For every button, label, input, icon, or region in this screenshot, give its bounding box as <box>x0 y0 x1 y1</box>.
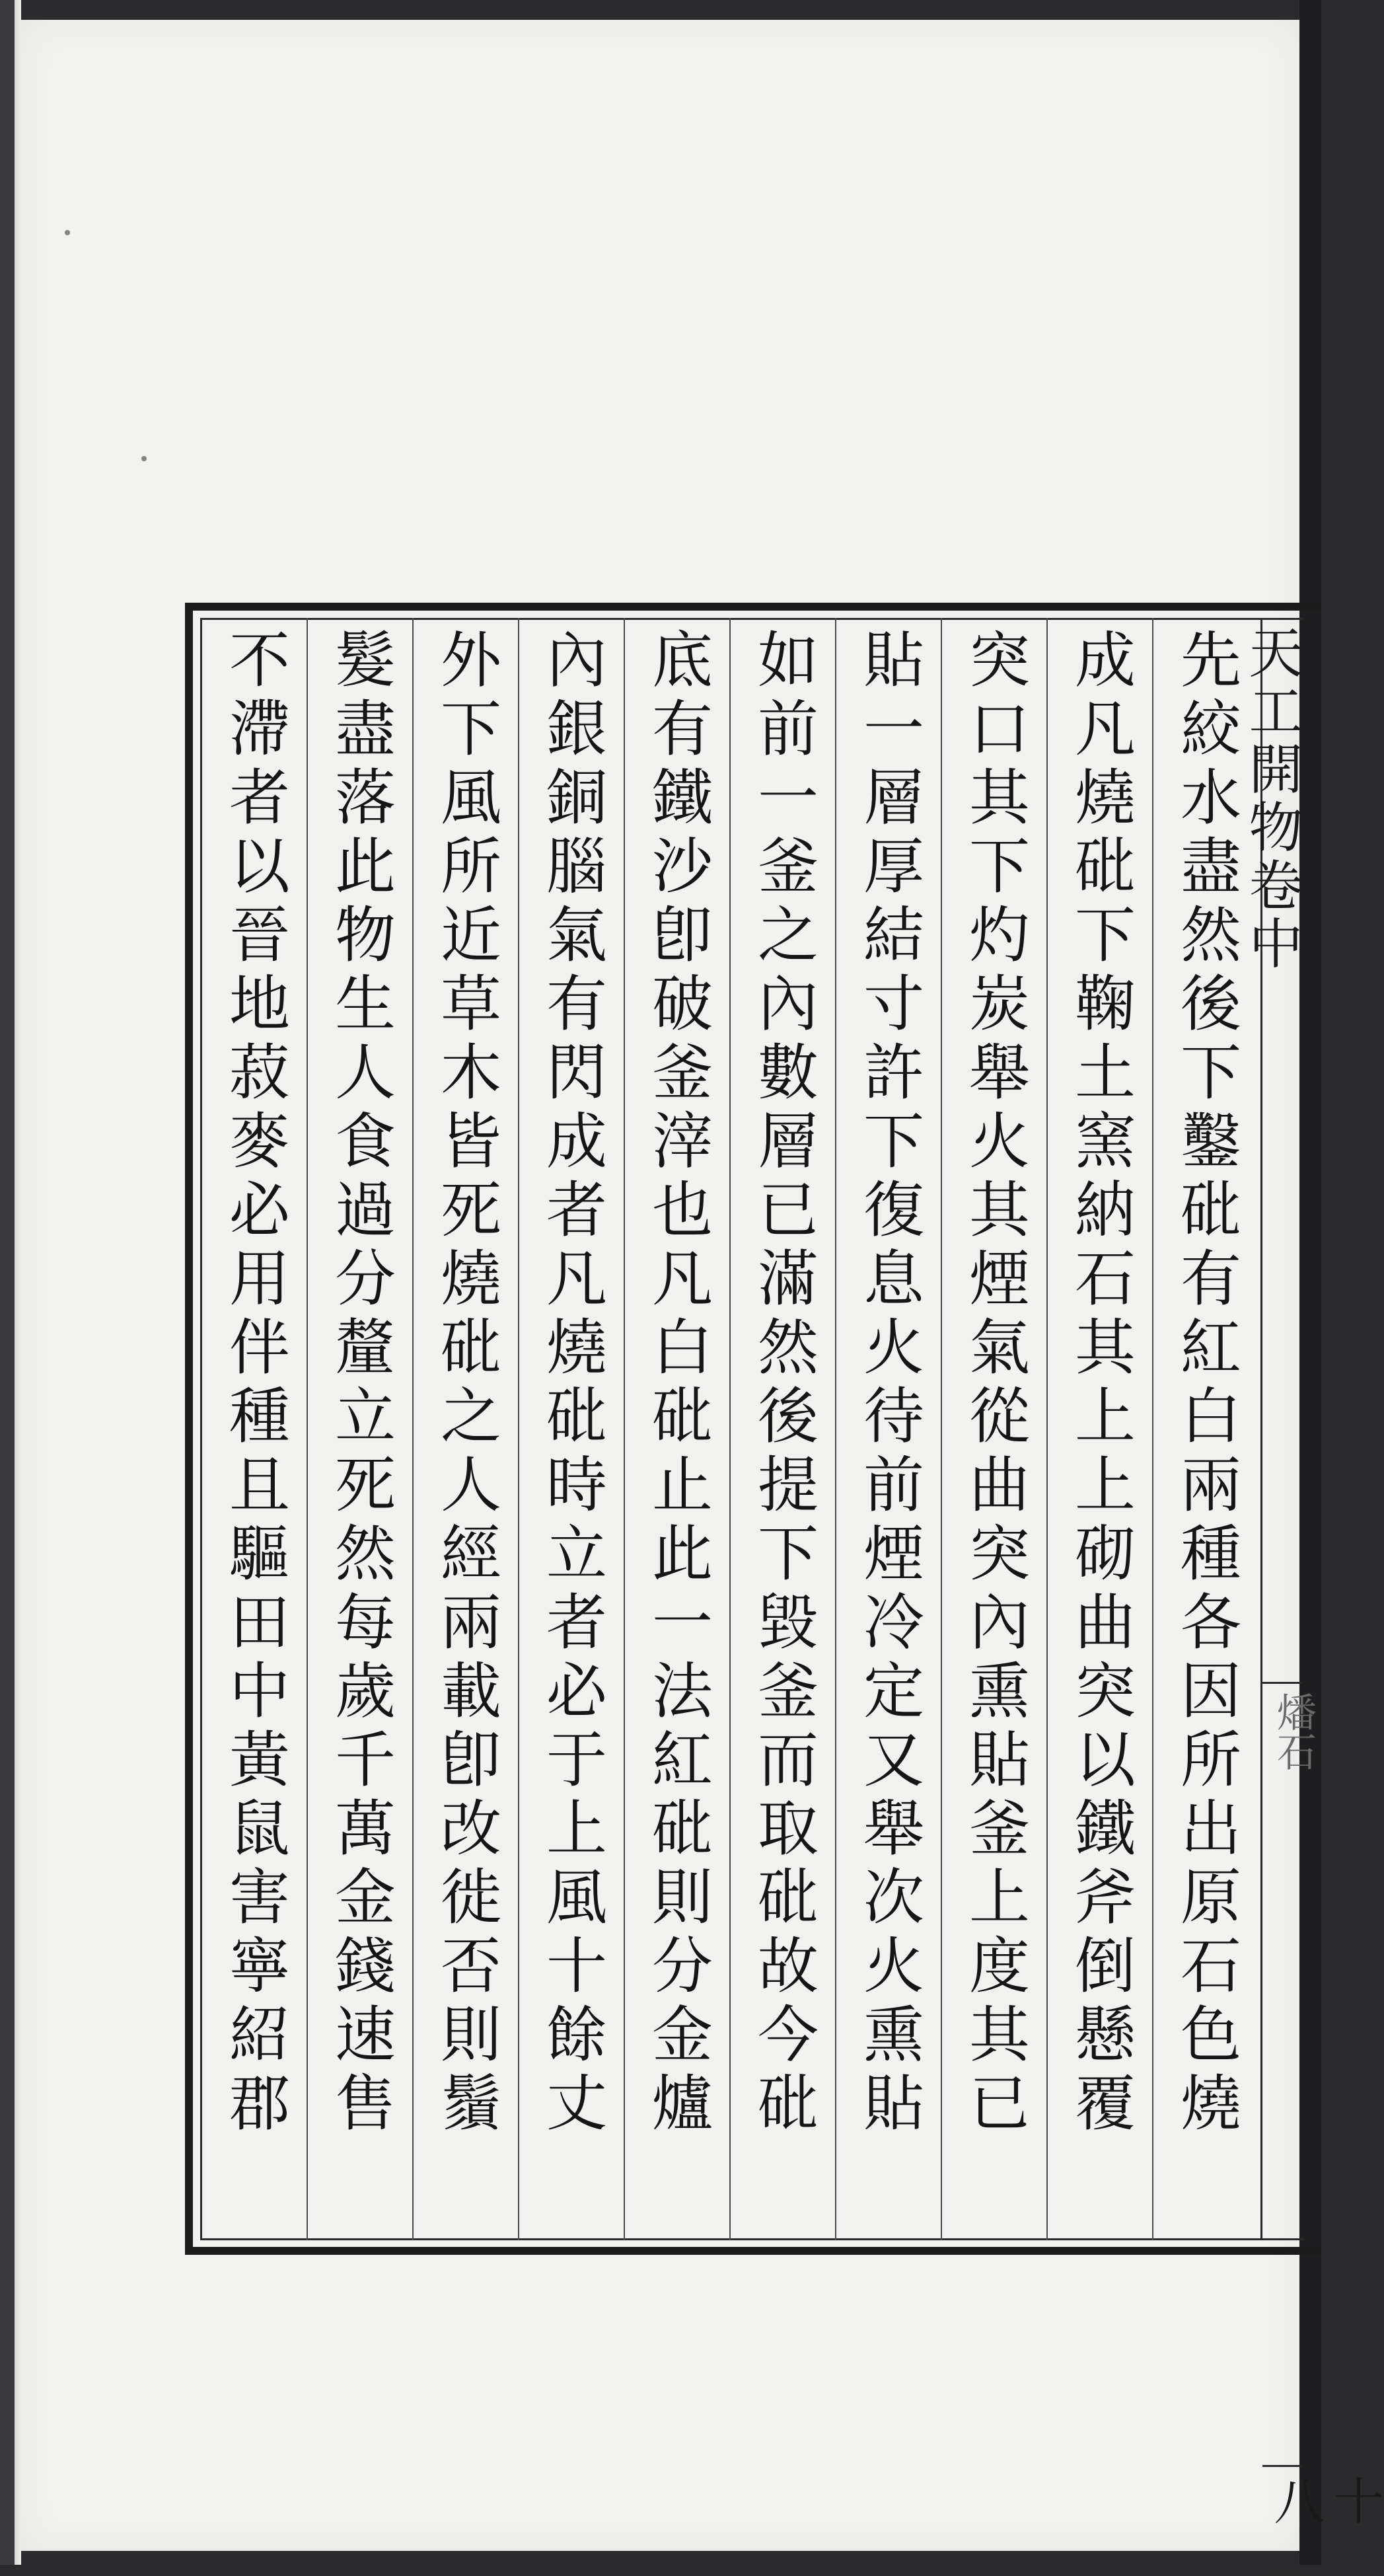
fold-rule <box>1262 1682 1302 1684</box>
text-column-1: 先絞水盡然後下鑿砒有紅白兩種各因所出原石色燒 <box>1171 628 1241 2140</box>
text-column-2: 成凡燒砒下鞠土窯納石其上上砌曲突以鐵斧倒懸覆 <box>1065 628 1136 2140</box>
center-fold-column <box>1240 618 1384 2525</box>
text-column-3: 突口其下灼炭舉火其煙氣從曲突內熏貼釜上度其已 <box>959 628 1030 2140</box>
column-rule <box>729 618 731 2240</box>
text-column-8: 外下風所近草木皆死燒砒之人經兩載卽改徙否則鬚 <box>431 628 501 2140</box>
page-number: 十八 <box>1266 2475 1384 2525</box>
text-column-4: 貼一層厚結寸許下復息火待前煙冷定又舉次火熏貼 <box>854 628 924 2140</box>
scan-background-left <box>0 0 15 2565</box>
text-column-10: 不滯者以晉地菽麥必用伴種且驅田中黃鼠害寧紹郡 <box>219 628 290 2140</box>
fold-rule <box>1262 2465 1302 2467</box>
text-column-9: 髮盡落此物生人食過分釐立死然每歲千萬金錢速售 <box>325 628 396 2140</box>
column-rule <box>835 618 836 2240</box>
page-edge-left <box>15 0 21 2565</box>
text-column-7: 內銀銅腦氣有閃成者凡燒砒時立者必于上風十餘丈 <box>536 628 607 2140</box>
column-rule <box>941 618 942 2240</box>
column-rule <box>624 618 625 2240</box>
paper-speck <box>141 456 147 461</box>
text-column-5: 如前一釜之內數層已滿然後提下毀釜而取砒故今砒 <box>748 628 819 2140</box>
text-column-6: 底有鐵沙卽破釜滓也凡白砒止此一法紅砒則分金爐 <box>642 628 713 2140</box>
column-rule <box>412 618 414 2240</box>
column-rule <box>1152 618 1153 2240</box>
column-rule <box>518 618 519 2240</box>
column-rule <box>1046 618 1048 2240</box>
paper-speck <box>65 230 70 235</box>
book-title-chapter: 天工開物卷中 <box>1240 625 1303 973</box>
section-title: 燔石 <box>1270 1692 1317 1771</box>
column-rule <box>307 618 308 2240</box>
